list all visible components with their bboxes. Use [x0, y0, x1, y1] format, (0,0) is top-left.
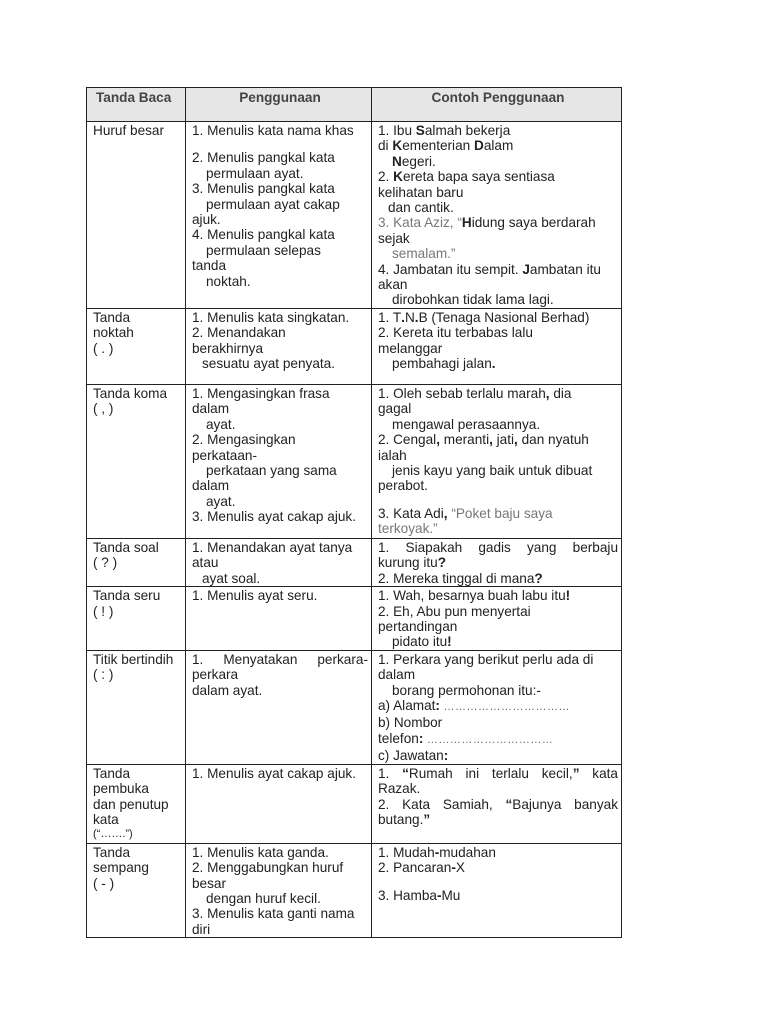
punctuation-highlight: N: [392, 153, 402, 169]
punctuation-highlight: ,: [545, 385, 550, 401]
usage-line: berakhirnya: [192, 340, 264, 356]
mark-symbol: ( ? ): [93, 555, 118, 571]
usage-line: 1. Mengasingkan frasa: [192, 385, 330, 401]
mark-cell: [87, 587, 186, 651]
text-fragment: 2.: [378, 169, 394, 185]
text-fragment: 3. Kata Aziz, “: [378, 215, 462, 231]
mark-cell: [87, 538, 186, 586]
text-fragment: 1. Oleh sebab terlalu marah: [378, 385, 546, 401]
text-fragment: Mu: [441, 887, 461, 903]
example-line: [378, 766, 618, 781]
text-fragment: 2. Mereka tinggal di mana: [378, 570, 535, 586]
example-line: [378, 634, 618, 649]
table-row: [87, 308, 622, 384]
punctuation-highlight: !: [565, 588, 571, 604]
example-line: [378, 555, 618, 570]
punctuation-highlight: “: [505, 796, 513, 812]
usage-line: diri: [192, 921, 211, 937]
text-fragment: almah bekerja: [424, 123, 511, 138]
usage-line: noktah.: [206, 273, 251, 289]
example-line: [378, 588, 618, 603]
example-line: kelihatan baru: [378, 184, 464, 200]
table-row: [87, 587, 622, 651]
example-line: jenis kayu yang baik untuk dibuat: [392, 462, 593, 478]
usage-cell: [186, 122, 372, 309]
usage-cell: [186, 843, 372, 937]
mark-cell: [87, 122, 186, 309]
usage-line: 2. Menulis pangkal kata: [192, 150, 335, 166]
punctuation-highlight: ”: [572, 765, 580, 781]
text-fragment: kata: [579, 765, 618, 781]
punctuation-highlight: ?: [437, 555, 447, 571]
example-cell: [372, 764, 622, 843]
text-fragment: X: [455, 860, 465, 876]
example-line: [378, 123, 618, 138]
punctuation-highlight: ,: [514, 432, 518, 448]
usage-line: perkara: [192, 667, 239, 683]
usage-line: 4. Menulis pangkal kata: [192, 227, 335, 243]
text-fragment: ……………………………: [439, 700, 571, 713]
punctuation-highlight: H: [461, 215, 472, 231]
example-line: [378, 845, 618, 860]
mark-label: Tanda seru: [93, 588, 161, 604]
header-tanda-baca: Tanda Baca: [87, 88, 186, 122]
text-fragment: Rumah ini terlalu kecil,: [408, 765, 573, 781]
punctuation-highlight: ?: [534, 570, 543, 586]
mark-cell: [87, 843, 186, 937]
usage-line: atau: [192, 555, 219, 571]
text-fragment: 3. Kata Adi: [378, 505, 444, 521]
punctuation-highlight: S: [415, 123, 425, 138]
punctuation-highlight: “: [402, 765, 409, 781]
mark-label: dan penutup: [93, 796, 169, 812]
example-line: 1. Perkara yang berikut perlu ada di: [378, 651, 594, 667]
example-line: [378, 860, 618, 875]
text-fragment: Bajunya banyak: [512, 796, 618, 812]
usage-line: 1. Menulis kata nama khas: [192, 123, 354, 138]
example-line: semalam.”: [392, 246, 456, 262]
text-fragment: “Poket baju saya: [447, 505, 553, 521]
mark-symbol: ( : ): [93, 667, 114, 683]
punctuation-highlight: ”: [423, 811, 431, 827]
mark-label: sempang: [93, 860, 149, 876]
usage-line: 2. Menandakan: [192, 325, 286, 341]
example-line: [378, 138, 618, 153]
mark-cell: [87, 384, 186, 538]
example-cell: [372, 650, 622, 764]
mark-cell: [87, 650, 186, 764]
text-fragment: telefon: [378, 730, 419, 746]
example-line: [378, 154, 618, 169]
mark-label: Tanda: [93, 309, 131, 325]
usage-cell: [186, 384, 372, 538]
example-line: 2. Kereta itu terbabas lalu: [378, 325, 533, 341]
example-line: [378, 731, 618, 748]
text-fragment: 4. Jambatan itu sempit.: [378, 261, 523, 277]
example-line: [378, 571, 618, 586]
example-line: 1. Siapakah gadis yang berbaju: [378, 539, 618, 555]
example-line: sejak: [378, 230, 410, 246]
text-fragment: mudahan: [439, 844, 496, 860]
text-fragment: 1. Wah, besarnya buah labu itu: [378, 588, 566, 604]
example-line: [378, 506, 618, 521]
mark-symbol: (“…….”): [93, 828, 133, 841]
example-line: [378, 356, 618, 371]
usage-line: besar: [192, 875, 227, 891]
usage-line: permulaan ayat.: [206, 165, 304, 181]
usage-line: 1. Menulis ayat cakap ajuk.: [192, 765, 356, 781]
example-line: borang permohonan itu:-: [392, 682, 541, 698]
text-fragment: 2. Pancaran: [378, 860, 452, 876]
example-line: terkoyak.”: [378, 521, 438, 537]
example-cell: [372, 587, 622, 651]
usage-line: perkataan yang sama: [206, 462, 337, 478]
spacer: [378, 876, 618, 888]
punctuation-highlight: D: [473, 138, 484, 154]
usage-line: 3. Menulis kata ganti nama: [192, 906, 355, 922]
mark-symbol: ( ! ): [93, 603, 114, 619]
table-row: [87, 764, 622, 843]
text-fragment: egeri.: [401, 153, 436, 169]
punctuation-highlight: ,: [489, 432, 493, 448]
punctuation-highlight: ,: [443, 505, 448, 521]
usage-line: dalam: [192, 478, 230, 494]
punctuation-highlight: J: [522, 261, 530, 277]
usage-cell: [186, 538, 372, 586]
text-fragment: 1.: [378, 765, 403, 781]
punctuation-highlight: .: [401, 309, 405, 325]
text-fragment: c) Jawatan: [378, 748, 444, 764]
example-line: [378, 748, 618, 763]
text-fragment: dan nyatuh: [517, 432, 589, 448]
example-line: [378, 797, 618, 812]
example-cell: [372, 538, 622, 586]
example-cell: [372, 843, 622, 937]
punctuation-highlight: -: [451, 860, 456, 876]
punctuation-highlight: .: [414, 309, 419, 325]
mark-cell: [87, 308, 186, 384]
punctuation-highlight: !: [447, 634, 452, 650]
punctuation-highlight: K: [392, 138, 403, 154]
example-line: [378, 262, 618, 277]
usage-cell: [186, 650, 372, 764]
table-row: [87, 843, 622, 937]
usage-line: 2. Mengasingkan: [192, 432, 296, 448]
punctuation-highlight: :: [435, 697, 440, 713]
text-fragment: pidato itu: [392, 634, 448, 650]
text-fragment: butang.: [378, 811, 424, 827]
text-fragment: 1. Ibu: [378, 123, 416, 138]
example-line: 2. Eh, Abu pun menyertai: [378, 603, 531, 619]
example-line: gagal: [378, 401, 412, 417]
usage-line: permulaan ayat cakap: [206, 196, 340, 212]
mark-label: Tanda koma: [93, 385, 168, 401]
example-line: [378, 888, 618, 903]
usage-line: sesuatu ayat penyata.: [202, 356, 336, 372]
usage-line: permulaan selepas: [206, 242, 321, 258]
example-line: dan cantik.: [388, 200, 454, 216]
usage-line: 3. Menulis ayat cakap ajuk.: [192, 509, 356, 525]
example-line: mengawal perasaannya.: [392, 416, 541, 432]
usage-line: 1. Menyatakan perkara-: [192, 651, 368, 667]
table-row: [87, 122, 622, 309]
usage-line: perkataan-: [192, 447, 257, 463]
text-fragment: meranti: [439, 432, 490, 448]
punctuation-highlight: .: [491, 356, 496, 372]
example-cell: [372, 384, 622, 538]
example-line: pertandingan: [378, 618, 458, 634]
example-line: [378, 310, 618, 325]
usage-line: dalam ayat.: [192, 682, 263, 698]
text-fragment: 3. Hamba: [378, 887, 437, 903]
punctuation-highlight: K: [393, 169, 403, 185]
text-fragment: idung saya berdarah: [471, 215, 596, 231]
text-fragment: a) Alamat: [378, 697, 436, 713]
table-header-row: [87, 88, 622, 122]
text-fragment: ementerian: [402, 138, 474, 154]
usage-line: ayat.: [206, 493, 236, 509]
text-fragment: ereta bapa saya sentiasa: [402, 169, 555, 185]
mark-label: Huruf besar: [93, 123, 165, 138]
usage-cell: [186, 587, 372, 651]
text-fragment: N: [404, 309, 415, 325]
text-fragment: ……………………………: [423, 733, 554, 746]
usage-line: 2. Menggabungkan huruf: [192, 860, 344, 876]
text-fragment: di: [378, 138, 393, 154]
example-line: melanggar: [378, 340, 443, 356]
example-line: b) Nombor: [378, 715, 443, 731]
example-cell: [372, 122, 622, 309]
punctuation-highlight: -: [434, 844, 440, 860]
text-fragment: kurung itu: [378, 555, 438, 571]
header-penggunaan: Penggunaan: [186, 88, 372, 122]
example-line: [378, 812, 618, 827]
mark-label: Tanda: [93, 765, 131, 781]
usage-line: 1. Menulis kata ganda.: [192, 844, 329, 860]
usage-line: dengan huruf kecil.: [206, 890, 321, 906]
text-fragment: pembahagi jalan: [392, 356, 492, 372]
usage-line: 1. Menandakan ayat tanya: [192, 539, 353, 555]
table-row: [87, 538, 622, 586]
punctuation-highlight: ,: [436, 432, 440, 448]
example-line: [378, 386, 618, 401]
example-line: akan: [378, 277, 408, 293]
example-line: [378, 432, 618, 447]
example-line: dalam: [378, 667, 416, 683]
usage-line: dalam: [192, 401, 230, 417]
mark-label: kata: [93, 811, 119, 827]
punctuation-highlight: -: [436, 887, 442, 903]
mark-symbol: ( . ): [93, 340, 114, 356]
usage-line: 1. Menulis kata singkatan.: [192, 309, 350, 325]
mark-cell: [87, 764, 186, 843]
header-contoh: Contoh Penggunaan: [372, 88, 622, 122]
mark-label: Tanda: [93, 844, 131, 860]
usage-line: ajuk.: [192, 212, 221, 228]
spacer: [192, 138, 368, 150]
mark-symbol: ( - ): [93, 875, 115, 891]
usage-line: ayat.: [206, 416, 236, 432]
text-fragment: 1. T: [378, 309, 402, 325]
table-row: [87, 650, 622, 764]
text-fragment: B (Tenaga Nasional Berhad): [418, 309, 590, 325]
example-line: perabot.: [378, 478, 428, 494]
text-fragment: alam: [483, 138, 514, 154]
spacer: [378, 494, 618, 506]
usage-line: 1. Menulis ayat seru.: [192, 588, 318, 604]
example-line: [378, 169, 618, 184]
punctuation-highlight: :: [443, 748, 449, 764]
mark-label: noktah: [93, 325, 134, 341]
text-fragment: 2. Kata Samiah,: [378, 796, 506, 812]
usage-line: 3. Menulis pangkal kata: [192, 181, 335, 197]
usage-line: ayat soal.: [202, 570, 261, 586]
example-line: ialah: [378, 447, 407, 463]
example-line: [378, 215, 618, 230]
text-fragment: 2. Cengal: [378, 432, 437, 448]
mark-label: pembuka: [93, 781, 149, 797]
example-cell: [372, 308, 622, 384]
example-line: Razak.: [378, 781, 421, 797]
punctuation-highlight: :: [418, 730, 424, 746]
usage-cell: [186, 764, 372, 843]
text-fragment: jati: [492, 432, 515, 448]
example-line: dirobohkan tidak lama lagi.: [392, 292, 554, 308]
text-fragment: 1. Mudah: [378, 844, 435, 860]
mark-symbol: ( , ): [93, 401, 114, 417]
mark-label: Titik bertindih: [93, 651, 174, 667]
mark-label: Tanda soal: [93, 539, 159, 555]
table-row: [87, 384, 622, 538]
punctuation-table: [86, 87, 622, 938]
usage-cell: [186, 308, 372, 384]
example-line: [378, 698, 618, 715]
text-fragment: ambatan itu: [529, 261, 601, 277]
text-fragment: dia: [549, 385, 572, 401]
usage-line: tanda: [192, 258, 227, 274]
